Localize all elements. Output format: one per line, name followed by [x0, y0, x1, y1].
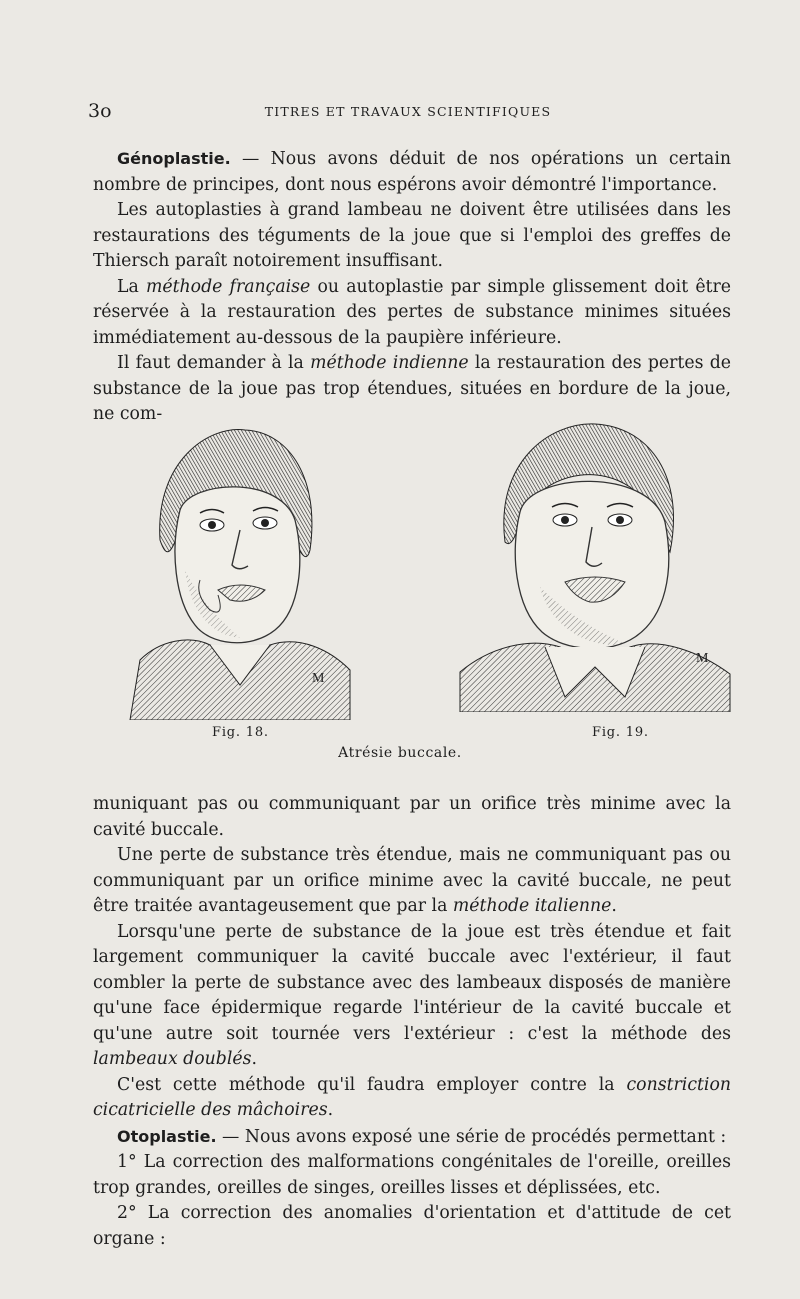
figure-18-illustration	[100, 420, 370, 720]
paragraph: 1° La correction des malformations congénitales de l'oreille, oreilles trop grandes, oreilles de singes, oreilles lisses et déplissées, etc.	[93, 1152, 731, 1198]
top-text-block	[93, 146, 731, 428]
paragraph: muniquant pas ou communiquant par un orifice très minime avec la cavité buccale.	[93, 794, 731, 840]
engraving-portrait-18	[100, 420, 370, 720]
bottom-text-block	[93, 792, 731, 1252]
paragraph: 2° La correction des anomalies d'orientation et d'attitude de cet organe :	[93, 1203, 731, 1249]
engraving-portrait-19	[450, 412, 735, 712]
section-label-otoplastie: Otoplastie.	[117, 1126, 217, 1146]
paragraph: Lorsqu'une perte de substance de la joue est très étendue et fait largement communiquer la cavité buccale avec l'extérieur, il faut combler la perte de substance avec des lambeaux disposés de manière qu'une face épidermique regarde l'intérieur de la cavité buccale et qu'une autre soit tournée vers l'extérieur : c'est la méthode des lambeaux doublés.	[93, 921, 731, 1069]
figure-19-label: Fig. 19.	[592, 725, 649, 740]
figure-18-label: Fig. 18.	[212, 725, 269, 740]
page-header	[88, 100, 728, 126]
paragraph-otoplastie: Otoplastie. — Nous avons exposé une série de procédés permettant :	[117, 1126, 727, 1147]
paragraph: Les autoplasties à grand lambeau ne doivent être utilisées dans les restaurations des téguments de la joue que si l'emploi des greffes de Thiersch paraît notoirement insuffisant.	[93, 200, 731, 271]
section-label-genoplastie: Génoplastie.	[117, 149, 231, 168]
paragraph: Il faut demander à la méthode indienne la restauration des pertes de substance de la joue pas trop étendues, situées en bordure de la joue, ne com-	[93, 353, 731, 424]
paragraph: C'est cette méthode qu'il faudra employer contre la constriction cicatricielle des mâchoires.	[93, 1074, 731, 1120]
svg-text:M: M	[312, 671, 325, 686]
paragraph: La méthode française ou autoplastie par simple glissement doit être réservée à la restauration des pertes de substance minimes situées immédiatement au-dessous de la paupière inférieure.	[93, 276, 731, 348]
paragraph-genoplastie: Génoplastie. — Nous avons déduit de nos opérations un certain nombre de principes, dont nous espérons avoir démontré l'importance.	[93, 149, 731, 195]
running-title: TITRES ET TRAVAUX SCIENTIFIQUES	[264, 104, 552, 119]
paragraph: Une perte de substance très étendue, mais ne communiquant pas ou communiquant par un orifice minime avec la cavité buccale, ne peut être traitée avantageusement que par la méthode italienne.	[93, 845, 731, 916]
figure-caption: Atrésie buccale.	[338, 745, 462, 761]
page-number: 3o	[88, 100, 112, 122]
svg-text:M: M	[696, 651, 709, 666]
figure-19-illustration	[450, 412, 735, 712]
